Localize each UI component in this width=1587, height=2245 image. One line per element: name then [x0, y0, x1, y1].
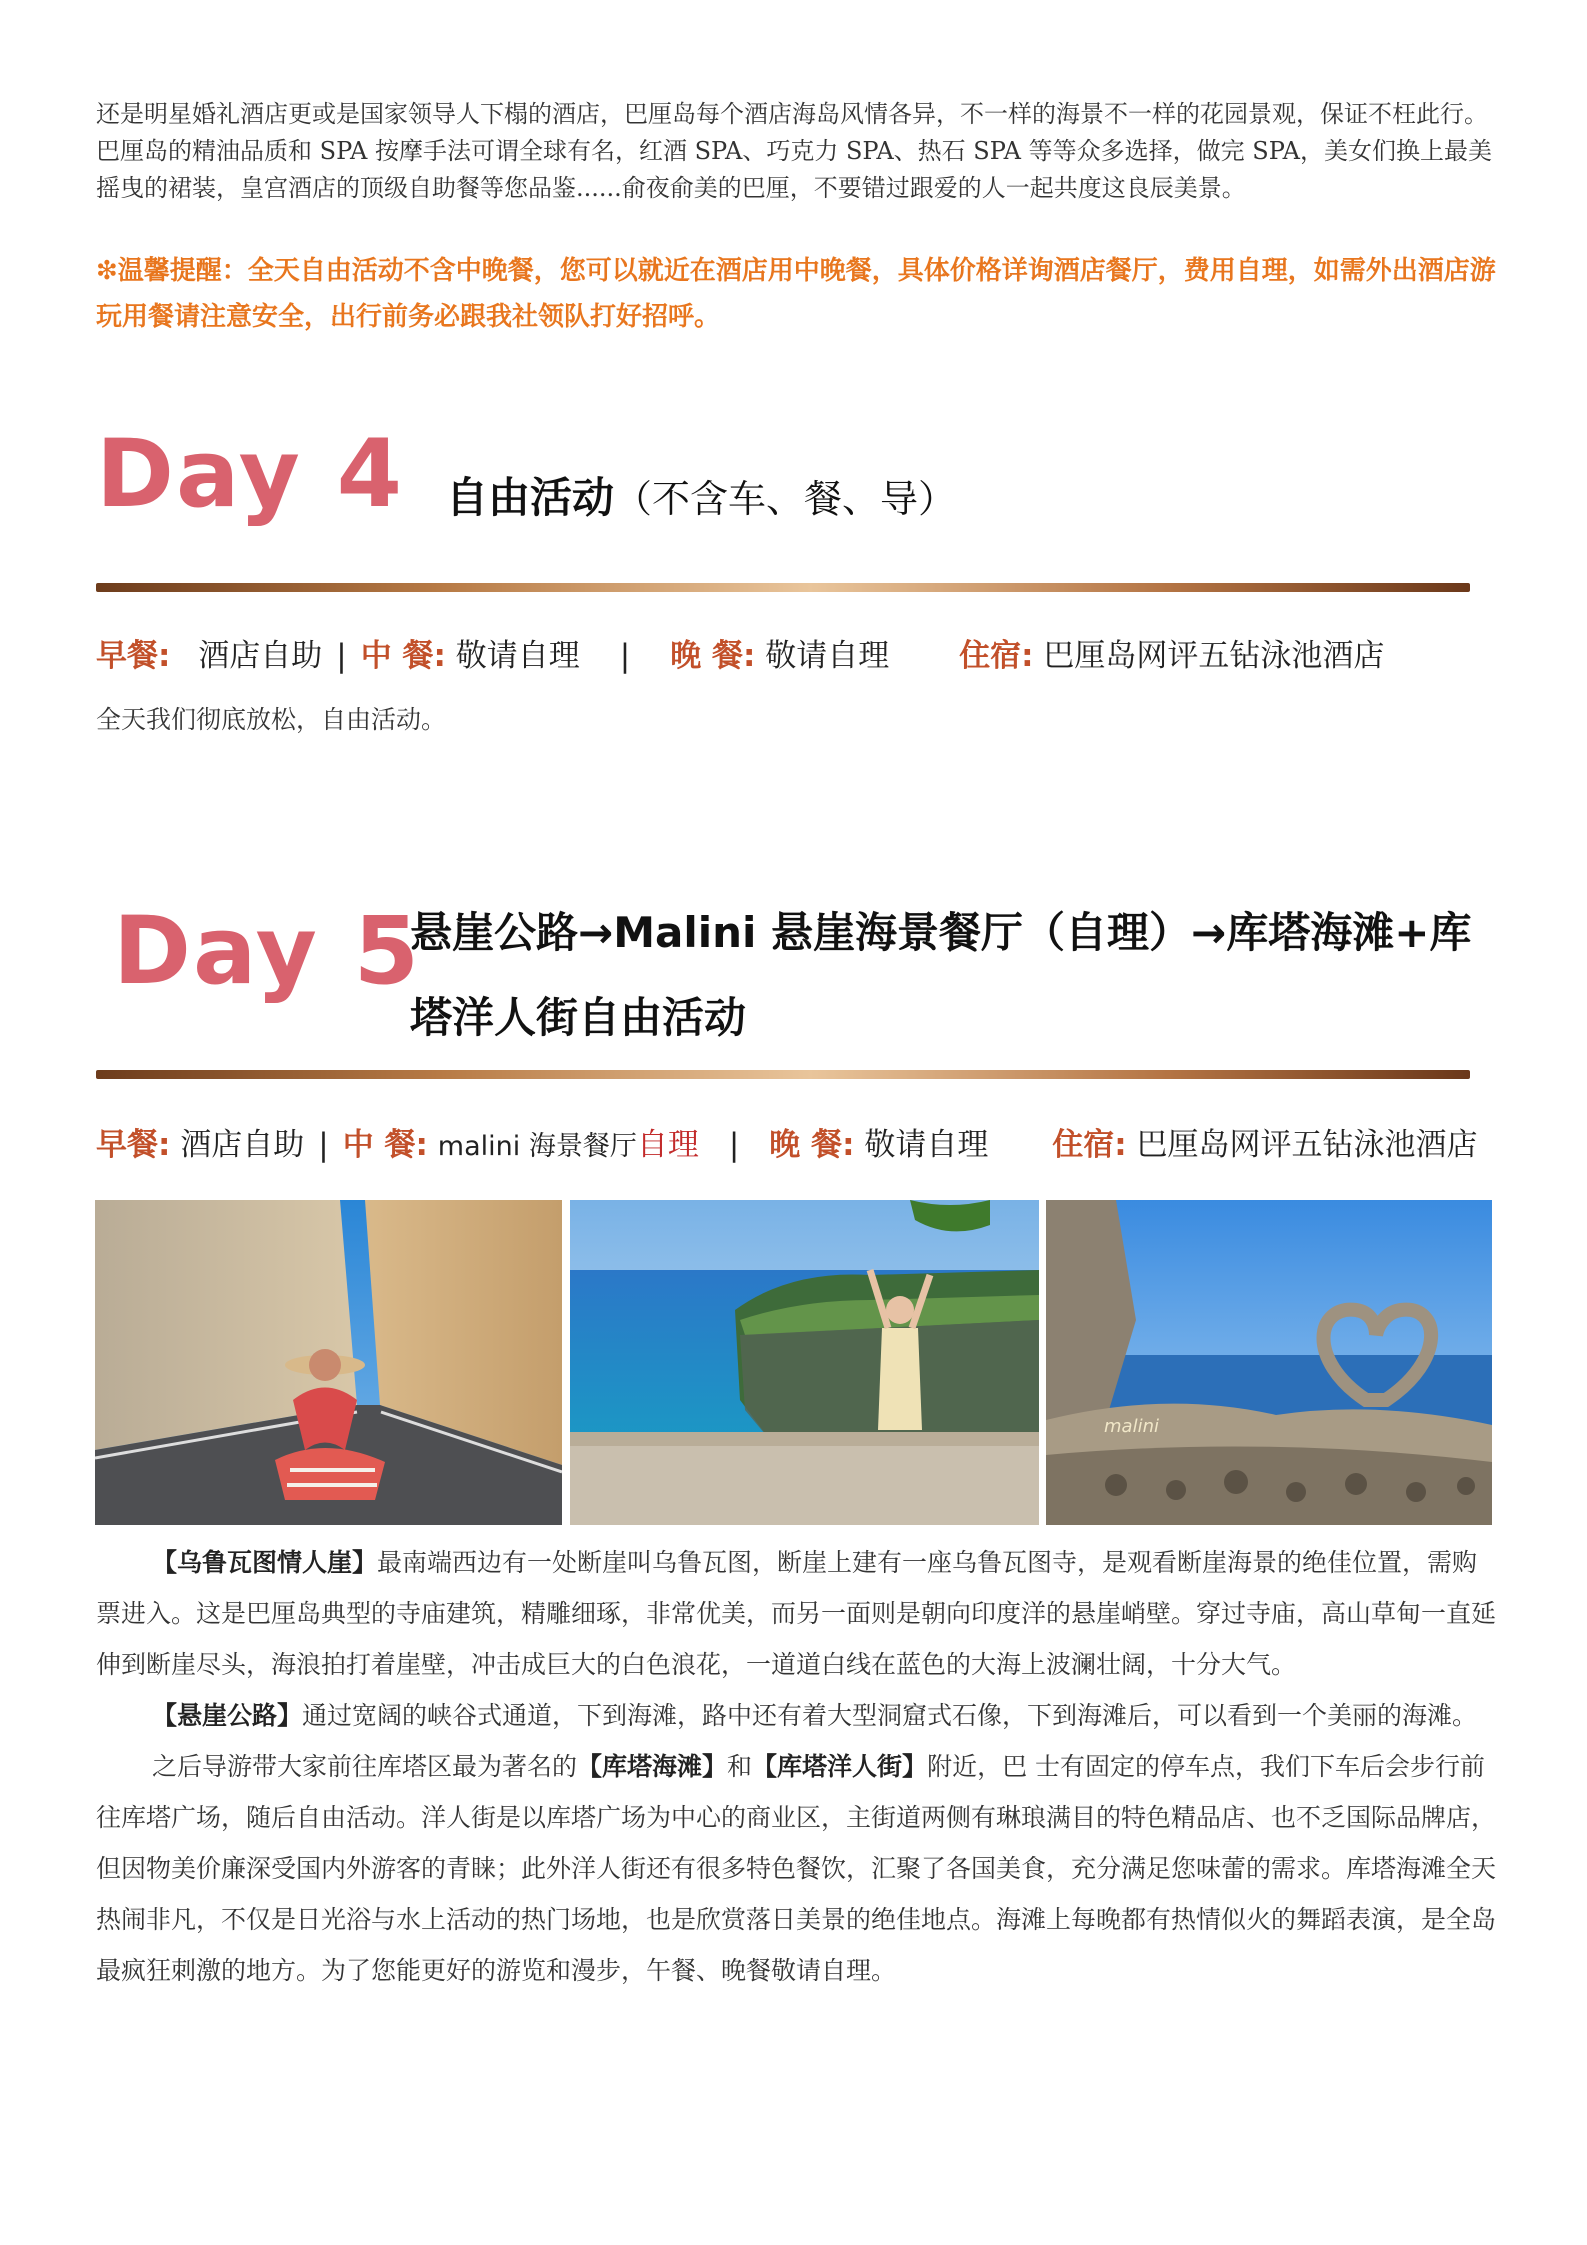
photo-cliff-road — [95, 1200, 562, 1525]
day5-description — [96, 1537, 1496, 1996]
malini-sign: malini — [1104, 1416, 1159, 1437]
day5-divider — [96, 1070, 1470, 1079]
lunch-label: 中 餐: — [342, 1127, 428, 1163]
day4-subtitle: （不含车、餐、导） — [614, 477, 957, 521]
day4-meals — [96, 630, 1384, 675]
day4-title-block — [446, 465, 956, 525]
day4-title: 自由活动 — [446, 473, 615, 522]
paragraph-uluwatu — [96, 1537, 1496, 1690]
lunch-label: 中 餐: — [360, 638, 446, 674]
paragraph-text: 附近，巴 士有固定的停车点，我们下车后会步行前往库塔广场，随后自由活动。洋人街是以库塔广场为中心的商业区，主街道两侧有琳琅满目的特色精品店、也不乏国际品牌店，但因物美价廉深受国内外游客的青睐；此外洋人街还有很多特色餐饮，汇聚了各国美食，充分满足您味蕾的需求。库塔海滩全天热闹非凡，不仅是日光浴与水上活动的热门场地，也是欣赏落日美景的绝佳地点。海滩上每晚都有热情似火的舞蹈表演，是全岛最疯狂刺激的地方。为了您能更好的游览和漫步，午餐、晚餐敬请自理。 — [96, 1752, 1497, 1985]
kuta-street-heading: 【库塔洋人街】 — [752, 1752, 928, 1781]
paragraph-kuta — [96, 1741, 1496, 1996]
day5-label: Day 5 — [113, 897, 421, 1006]
day5-title-line2: 塔洋人街自由活动 — [410, 993, 747, 1042]
paragraph-text: 和 — [727, 1752, 753, 1781]
breakfast-value: 酒店自助 — [198, 638, 323, 674]
day5-meals — [96, 1119, 1477, 1164]
dinner-value: 敬请自理 — [864, 1127, 989, 1163]
stay-value: 巴厘岛网评五钻泳池酒店 — [1043, 638, 1385, 674]
photo-malini-heart — [1046, 1200, 1492, 1525]
paragraph-body: 通过宽阔的峡谷式通道，下到海滩，路中还有着大型洞窟式石像，下到海滩后，可以看到一个美丽的海滩。 — [302, 1701, 1478, 1730]
day5-title-line1: 悬崖公路→Malini 悬崖海景餐厅（自理）→库塔海滩+库 — [410, 908, 1472, 957]
paragraph-heading: 【乌鲁瓦图情人崖】 — [152, 1548, 378, 1577]
separator: | — [728, 1127, 740, 1163]
breakfast-value: 酒店自助 — [180, 1127, 305, 1163]
paragraph-cliff-road — [96, 1690, 1496, 1741]
intro-paragraph: 还是明星婚礼酒店更或是国家领导人下榻的酒店，巴厘岛每个酒店海岛风情各异，不一样的海景不一样的花园景观，保证不枉此行。巴厘岛的精油品质和 SPA 按摩手法可谓全球有名，红酒 SPA、巧克力 SPA、热石 SPA 等等众多选择，做完 SPA，美女们换上最美摇曳的裙装，皇宫酒店的顶级自助餐等您品鉴......俞夜俞美的巴厘，不要错过跟爱的人一起共度这良辰美景。 — [96, 100, 1492, 202]
stay-label: 住宿: — [1052, 1127, 1127, 1163]
paragraph-body: 最南端西边有一处断崖叫乌鲁瓦图，断崖上建有一座乌鲁瓦图寺，是观看断崖海景的绝佳位置，需购票进入。这是巴厘岛典型的寺庙建筑，精雕细琢，非常优美，而另一面则是朝向印度洋的悬崖峭壁。穿过寺庙，高山草甸一直延伸到断崖尽头，海浪拍打着崖壁，冲击成巨大的白色浪花，一道道白线在蓝色的大海上波澜壮阔，十分大气。 — [96, 1548, 1497, 1679]
photo-uluwatu-cliff — [570, 1200, 1039, 1525]
stay-value: 巴厘岛网评五钻泳池酒店 — [1136, 1127, 1478, 1163]
breakfast-label: 早餐: — [96, 638, 171, 674]
stay-label: 住宿: — [959, 638, 1034, 674]
day4-description: 全天我们彻底放松，自由活动。 — [96, 705, 447, 734]
separator: | — [336, 638, 347, 674]
dinner-label: 晚 餐: — [670, 638, 756, 674]
lunch-value: malini 海景餐厅 — [437, 1131, 637, 1162]
lunch-note: 自理 — [636, 1127, 699, 1163]
paragraph-heading: 【悬崖公路】 — [152, 1701, 303, 1730]
kuta-beach-heading: 【库塔海滩】 — [577, 1752, 728, 1781]
dinner-label: 晚 餐: — [769, 1127, 855, 1163]
day4-divider — [96, 583, 1470, 592]
lunch-value: 敬请自理 — [455, 638, 580, 674]
separator: | — [619, 638, 631, 674]
separator: | — [318, 1127, 329, 1163]
day4-label: Day 4 — [96, 420, 404, 529]
paragraph-text: 之后导游带大家前往库塔区最为著名的 — [152, 1752, 578, 1781]
warm-tip: ❇温馨提醒：全天自由活动不含中晚餐，您可以就近在酒店用中晚餐，具体价格详询酒店餐厅，费用自理，如需外出酒店游玩用餐请注意安全，出行前务必跟我社领队打好招呼。 — [96, 256, 1496, 332]
dinner-value: 敬请自理 — [765, 638, 890, 674]
breakfast-label: 早餐: — [96, 1127, 171, 1163]
